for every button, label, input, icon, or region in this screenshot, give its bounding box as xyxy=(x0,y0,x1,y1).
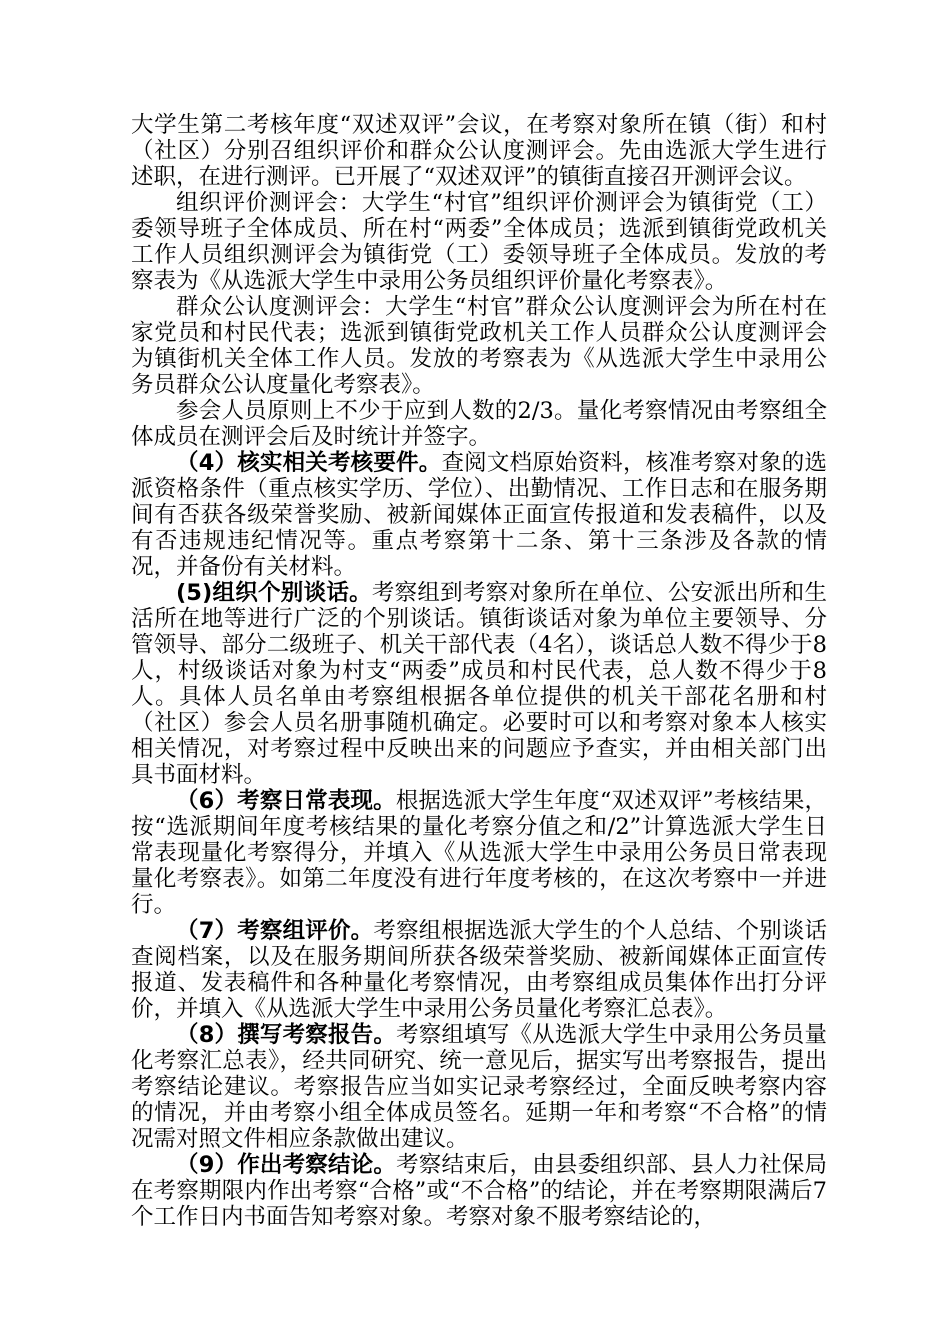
document-body xyxy=(131,112,827,1230)
section-heading: （7）考察组评价。 xyxy=(176,918,374,944)
paragraph-step-5 xyxy=(131,580,827,788)
paragraph-text: 考察组到考察对象所在单位、公安派出所和生活所在地等进行广泛的个别谈话。镇街谈话对象为单位主要领导、分管领导、部分二级班子、机关干部代表（4名），谈话总人数不得少于8人，村级谈话对象为村支“两委”成员和村民代表，总人数不得少于8人。具体人员名单由考察组根据各单位提供的机关干部花名册和村（社区）参会人员名册事随机确定。必要时可以和考察对象本人核实相关情况，对考察过程中反映出来的问题应予查实，并由相关部门出具书面材料。 xyxy=(131,580,827,788)
paragraph-step-8 xyxy=(131,1022,827,1152)
paragraph-text: 考察结束后，由县委组织部、县人力社保局在考察期限内作出考察“合格”或“不合格”的结论，并在考察期限满后7个工作日内书面告知考察对象。考察对象不服考察结论的， xyxy=(131,1152,827,1230)
paragraph-step-7 xyxy=(131,918,827,1022)
paragraph-text: 考察组根据选派大学生的个人总结、个别谈话查阅档案，以及在服务期间所获各级荣誉奖励、被新闻媒体正面宣传报道、发表稿件和各种量化考察情况，由考察组成员集体作出打分评价，并填入《从选派大学生中录用公务员量化考察汇总表》。 xyxy=(131,918,827,1022)
section-heading: （8）撰写考察报告。 xyxy=(176,1022,397,1048)
paragraph-attendance-rule xyxy=(131,398,827,450)
paragraph-text: 根据选派大学生年度“双述双评”考核结果，按“选派期间年度考核结果的量化考察分值之和/2”计算选派大学生日常表现量化考察得分，并填入《从选派大学生中录用公务员日常表现量化考察表》。如第二年度没有进行年度考核的，在这次考察中一并进行。 xyxy=(131,788,827,918)
paragraph-text: 组织评价测评会：大学生“村官”组织评价测评会为镇街党（工）委领导班子全体成员、所在村“两委”全体成员；选派到镇街党政机关工作人员组织测评会为镇街党（工）委领导班子全体成员。发放的考察表为《从选派大学生中录用公务员组织评价量化考察表》。 xyxy=(131,190,827,294)
paragraph-step-9 xyxy=(131,1152,827,1230)
paragraph-text: 群众公认度测评会：大学生“村官”群众公认度测评会为所在村在家党员和村民代表；选派到镇街党政机关工作人员群众公认度测评会为镇街机关全体工作人员。发放的考察表为《从选派大学生中录用公务员群众公认度量化考察表》。 xyxy=(131,294,827,398)
section-heading: (5)组织个别谈话。 xyxy=(176,580,372,606)
paragraph-text: 考察组填写《从选派大学生中录用公务员量化考察汇总表》，经共同研究、统一意见后，据实写出考察报告，提出考察结论建议。考察报告应当如实记录考察经过，全面反映考察内容的情况，并由考察小组全体成员签名。延期一年和考察“不合格”的情况需对照文件相应条款做出建议。 xyxy=(131,1022,827,1152)
paragraph-organization-evaluation xyxy=(131,190,827,294)
section-heading: （4）核实相关考核要件。 xyxy=(176,450,442,476)
paragraph-public-recognition xyxy=(131,294,827,398)
section-heading: （6）考察日常表现。 xyxy=(176,788,396,814)
paragraph-meeting-intro xyxy=(131,112,827,190)
paragraph-text: 参会人员原则上不少于应到人数的2/3。量化考察情况由考察组全体成员在测评会后及时统计并签字。 xyxy=(131,398,827,450)
paragraph-text: 查阅文档原始资料，核准考察对象的选派资格条件（重点核实学历、学位）、出勤情况、工作日志和在服务期间有否获各级荣誉奖励、被新闻媒体正面宣传报道和发表稿件，以及有否违规违纪情况等。重点考察第十二条、第十三条涉及各款的情况，并备份有关材料。 xyxy=(131,450,827,580)
paragraph-step-6 xyxy=(131,788,827,918)
paragraph-step-4 xyxy=(131,450,827,580)
paragraph-text: 大学生第二考核年度“双述双评”会议，在考察对象所在镇（街）和村（社区）分别召组织评价和群众公认度测评会。先由选派大学生进行述职，在进行测评。已开展了“双述双评”的镇街直接召开测评会议。 xyxy=(131,112,827,190)
section-heading: （9）作出考察结论。 xyxy=(176,1152,397,1178)
